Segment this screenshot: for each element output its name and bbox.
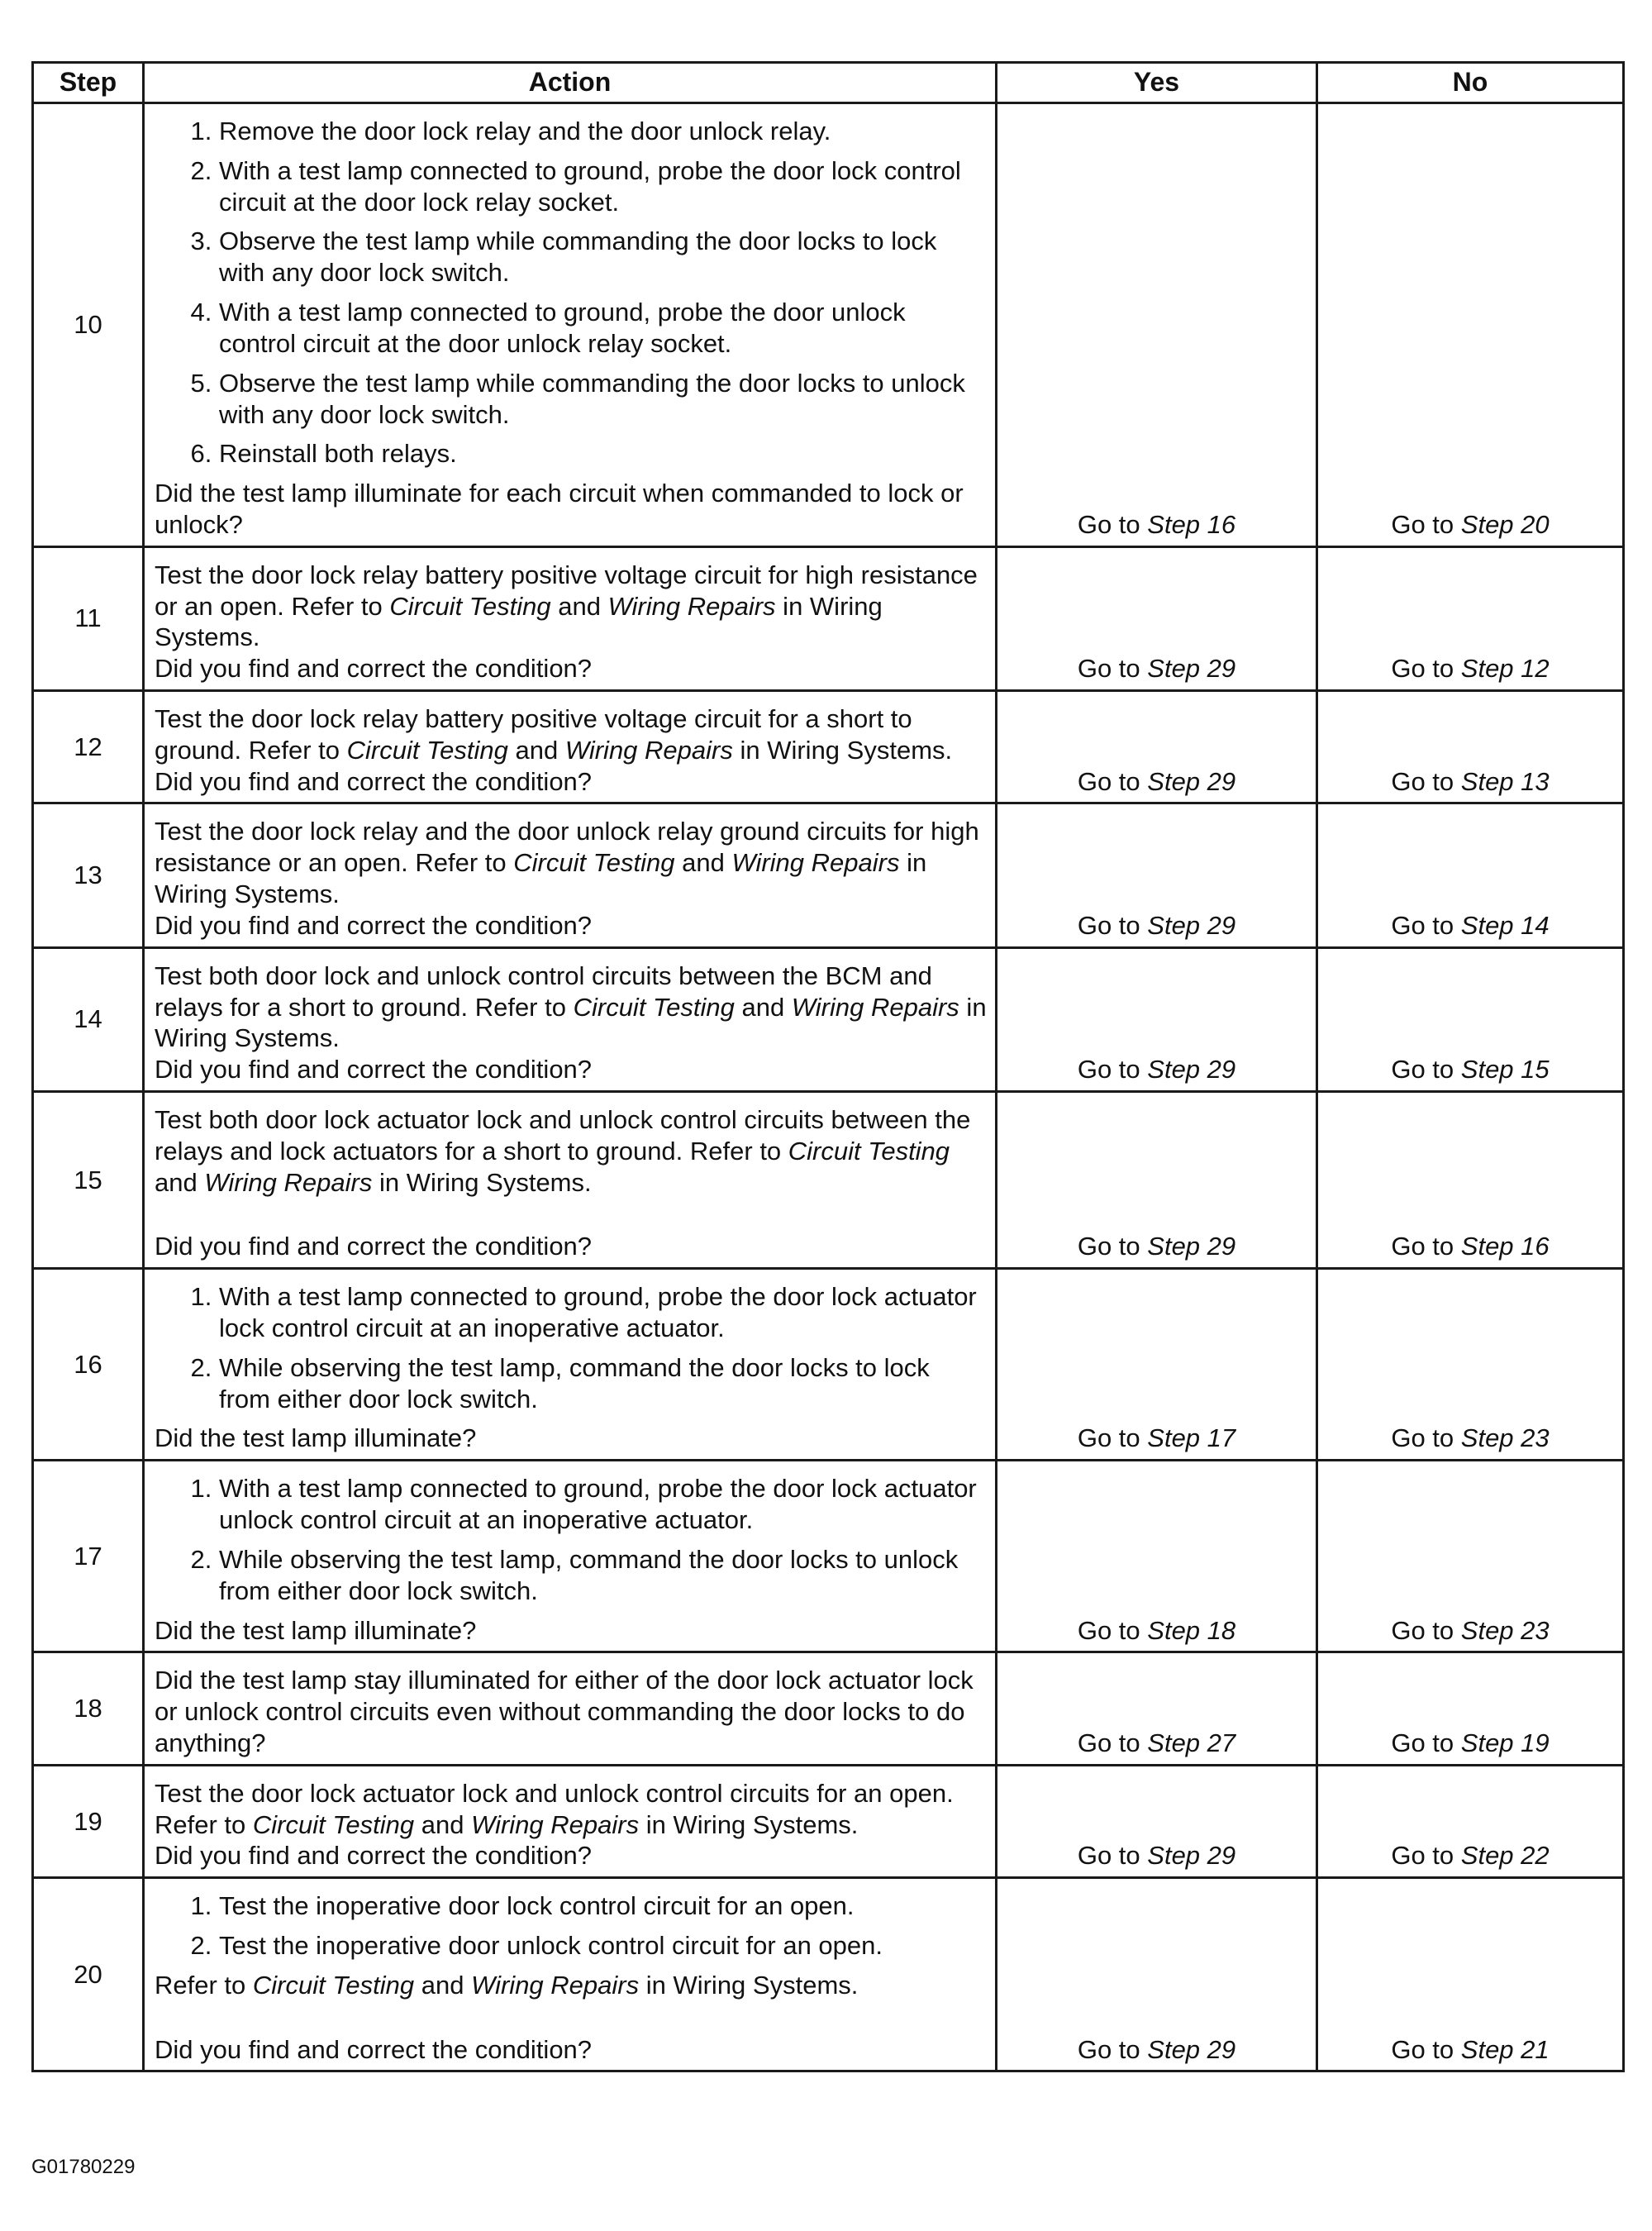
table-row: [33, 691, 1624, 803]
no-step-ref: Step 20: [1460, 509, 1550, 539]
text-segment: in Wiring Systems.: [732, 735, 953, 765]
yes-cell: [997, 1765, 1317, 1877]
action-cell: [144, 947, 997, 1091]
text-segment: Test the door lock relay battery positive voltage circuit for high resistance or an open. Refer to: [155, 560, 978, 621]
yes-prefix: Go to: [1077, 1841, 1140, 1871]
reference-title: Wiring Repairs: [731, 848, 900, 878]
action-question: Did the test lamp illuminate?: [155, 1423, 477, 1453]
step-number: 18: [33, 1652, 144, 1765]
no-cell: [1317, 1269, 1624, 1461]
action-step: 1. Remove the door lock relay and the door unlock relay.: [219, 116, 987, 147]
text-segment: Test both door lock and unlock control circuits between the BCM and relays for a short to ground. Refer to: [155, 961, 932, 1022]
action-instruction: [155, 961, 987, 1054]
text-segment: and: [155, 1167, 205, 1197]
text-segment: in Wiring Systems.: [639, 1809, 859, 1839]
action-step-list: [155, 116, 987, 470]
yes-cell: [997, 1269, 1317, 1461]
action-cell: [144, 691, 997, 803]
no-cell: [1317, 1461, 1624, 1652]
yes-prefix: Go to: [1077, 654, 1140, 684]
action-question: Did the test lamp illuminate?: [155, 1615, 477, 1645]
action-cell: [144, 1765, 997, 1877]
no-step-ref: Step 21: [1460, 2034, 1550, 2064]
figure-id: G01780229: [31, 2156, 136, 2178]
reference-title: Wiring Repairs: [791, 992, 959, 1022]
yes-step-ref: Step 27: [1147, 1728, 1236, 1757]
text-segment: Test the door lock relay and the door unlock relay ground circuits for high resistance or an open. Refer to: [155, 817, 979, 878]
yes-step-ref: Step 29: [1147, 910, 1236, 940]
yes-cell: [997, 1461, 1317, 1652]
action-cell: [144, 1878, 997, 2071]
no-step-ref: Step 16: [1460, 1232, 1550, 1261]
text-segment: Test the door lock relay battery positive voltage circuit for a short to ground. Refer to: [155, 704, 912, 765]
action-cell: [144, 1652, 997, 1765]
no-cell: [1317, 1652, 1624, 1765]
step-number: 10: [33, 103, 144, 547]
step-number: 12: [33, 691, 144, 803]
no-prefix: Go to: [1391, 2034, 1454, 2064]
table-row: [33, 803, 1624, 947]
yes-cell: [997, 1878, 1317, 2071]
header-action: Action: [144, 63, 997, 103]
text-segment: and: [414, 1809, 472, 1839]
action-question: Did you find and correct the condition?: [155, 1841, 593, 1871]
text-segment: in Wiring Systems.: [372, 1167, 592, 1197]
yes-prefix: Go to: [1077, 910, 1140, 940]
no-step-ref: Step 15: [1460, 1055, 1550, 1085]
step-number: 11: [33, 546, 144, 690]
action-instruction: [155, 703, 987, 766]
yes-step-ref: Step 29: [1147, 654, 1236, 684]
text-segment: and: [507, 735, 565, 765]
action-step: 1. With a test lamp connected to ground, probe the door lock actuator unlock control circuit at an inoperative actuator.: [219, 1473, 987, 1536]
no-cell: [1317, 1878, 1624, 2071]
no-cell: [1317, 947, 1624, 1091]
reference-title: Circuit Testing: [573, 992, 735, 1022]
reference-title: Circuit Testing: [389, 591, 551, 621]
action-instruction: [155, 816, 987, 909]
no-cell: [1317, 691, 1624, 803]
yes-step-ref: Step 16: [1147, 509, 1236, 539]
table-row: [33, 1765, 1624, 1877]
no-prefix: Go to: [1391, 1841, 1454, 1871]
text-segment: in Wiring Systems.: [639, 1970, 859, 2000]
yes-prefix: Go to: [1077, 1232, 1140, 1261]
action-cell: [144, 1461, 997, 1652]
step-number: 20: [33, 1878, 144, 2071]
no-step-ref: Step 23: [1460, 1423, 1550, 1453]
reference-title: Wiring Repairs: [471, 1970, 640, 2000]
action-cell: [144, 1091, 997, 1268]
action-step: 6. Reinstall both relays.: [219, 438, 987, 470]
yes-cell: [997, 103, 1317, 547]
no-step-ref: Step 14: [1460, 910, 1550, 940]
no-prefix: Go to: [1391, 1055, 1454, 1085]
no-step-ref: Step 23: [1460, 1615, 1550, 1645]
action-step: 1. With a test lamp connected to ground, probe the door lock actuator lock control circuit at an inoperative actuator.: [219, 1281, 987, 1344]
yes-step-ref: Step 18: [1147, 1615, 1236, 1645]
yes-prefix: Go to: [1077, 1055, 1140, 1085]
yes-prefix: Go to: [1077, 1423, 1140, 1453]
action-question: Did you find and correct the condition?: [155, 910, 593, 940]
no-cell: [1317, 1091, 1624, 1268]
no-cell: [1317, 1765, 1624, 1877]
action-step-list: [155, 1281, 987, 1414]
reference-title: Circuit Testing: [513, 848, 675, 878]
diagnostic-page: [31, 61, 1622, 2072]
spacer: [155, 2001, 987, 2034]
yes-step-ref: Step 29: [1147, 1055, 1236, 1085]
text-segment: and: [414, 1970, 472, 2000]
action-cell: [144, 1269, 997, 1461]
action-instruction: [155, 1970, 987, 2001]
action-question: Did you find and correct the condition?: [155, 1232, 593, 1261]
yes-step-ref: Step 17: [1147, 1423, 1236, 1453]
action-question: Did you find and correct the condition?: [155, 1055, 593, 1085]
step-number: 15: [33, 1091, 144, 1268]
no-step-ref: Step 12: [1460, 654, 1550, 684]
text-segment: Test both door lock actuator lock and unlock control circuits between the relays and lock actuators for a short to ground. Refer to: [155, 1104, 971, 1166]
reference-title: Circuit Testing: [252, 1809, 415, 1839]
yes-cell: [997, 546, 1317, 690]
step-number: 14: [33, 947, 144, 1091]
table-row: [33, 1091, 1624, 1268]
text-segment: and: [734, 992, 792, 1022]
reference-title: Wiring Repairs: [564, 735, 733, 765]
action-step: 2. While observing the test lamp, command the door locks to lock from either door lock switch.: [219, 1352, 987, 1415]
reference-title: Circuit Testing: [346, 735, 508, 765]
no-cell: [1317, 546, 1624, 690]
action-cell: [144, 103, 997, 547]
table-row: [33, 1878, 1624, 2071]
table-row: [33, 1461, 1624, 1652]
header-step: Step: [33, 63, 144, 103]
step-number: 13: [33, 803, 144, 947]
text-segment: and: [550, 591, 608, 621]
table-row: [33, 546, 1624, 690]
yes-prefix: Go to: [1077, 766, 1140, 796]
no-step-ref: Step 22: [1460, 1841, 1550, 1871]
header-yes: Yes: [997, 63, 1317, 103]
action-step: 2. Test the inoperative door unlock control circuit for an open.: [219, 1930, 987, 1962]
yes-prefix: Go to: [1077, 1615, 1140, 1645]
action-cell: [144, 546, 997, 690]
reference-title: Wiring Repairs: [471, 1809, 640, 1839]
action-step: 2. While observing the test lamp, command the door locks to unlock from either door lock switch.: [219, 1544, 987, 1607]
action-step-list: [155, 1473, 987, 1606]
table-row: [33, 1652, 1624, 1765]
no-cell: [1317, 103, 1624, 547]
table-row: [33, 1269, 1624, 1461]
yes-step-ref: Step 29: [1147, 766, 1236, 796]
yes-step-ref: Step 29: [1147, 1232, 1236, 1261]
action-instruction: [155, 1778, 987, 1841]
yes-step-ref: Step 29: [1147, 2034, 1236, 2064]
reference-title: Wiring Repairs: [607, 591, 776, 621]
action-step: 2. With a test lamp connected to ground, probe the door lock control circuit at the door lock relay socket.: [219, 155, 987, 218]
action-question: Did you find and correct the condition?: [155, 654, 593, 684]
step-number: 17: [33, 1461, 144, 1652]
text-segment: Refer to: [155, 1970, 253, 2000]
step-number: 16: [33, 1269, 144, 1461]
action-question: Did the test lamp stay illuminated for either of the door lock actuator lock or unlock control circuits even without commanding the door locks to do anything?: [155, 1666, 974, 1757]
diagnostic-table: [31, 61, 1625, 2072]
yes-step-ref: Step 29: [1147, 1841, 1236, 1871]
table-header: [33, 63, 1624, 103]
reference-title: Wiring Repairs: [204, 1167, 373, 1197]
yes-cell: [997, 1652, 1317, 1765]
yes-cell: [997, 803, 1317, 947]
no-prefix: Go to: [1391, 509, 1454, 539]
no-prefix: Go to: [1391, 654, 1454, 684]
action-question: Did you find and correct the condition?: [155, 766, 593, 796]
step-number: 19: [33, 1765, 144, 1877]
no-prefix: Go to: [1391, 1232, 1454, 1261]
action-step: 5. Observe the test lamp while commanding the door locks to unlock with any door lock switch.: [219, 368, 987, 431]
no-prefix: Go to: [1391, 766, 1454, 796]
reference-title: Circuit Testing: [788, 1136, 950, 1166]
no-cell: [1317, 803, 1624, 947]
yes-cell: [997, 947, 1317, 1091]
action-instruction: [155, 1104, 987, 1198]
spacer: [155, 1198, 987, 1231]
header-no: No: [1317, 63, 1624, 103]
text-segment: in Wiring Systems.: [155, 848, 927, 909]
yes-cell: [997, 1091, 1317, 1268]
text-segment: in Wiring Systems.: [155, 992, 987, 1053]
yes-prefix: Go to: [1077, 509, 1140, 539]
action-step: 1. Test the inoperative door lock control circuit for an open.: [219, 1890, 987, 1922]
text-segment: Test the door lock actuator lock and unlock control circuits for an open. Refer to: [155, 1778, 954, 1839]
action-step: 4. With a test lamp connected to ground, probe the door unlock control circuit at the door unlock relay socket.: [219, 297, 987, 360]
no-prefix: Go to: [1391, 910, 1454, 940]
table-row: [33, 947, 1624, 1091]
action-question: Did you find and correct the condition?: [155, 2034, 593, 2064]
action-question: Did the test lamp illuminate for each circuit when commanded to lock or unlock?: [155, 479, 964, 539]
action-instruction: [155, 560, 987, 653]
yes-prefix: Go to: [1077, 1728, 1140, 1757]
no-prefix: Go to: [1391, 1423, 1454, 1453]
no-step-ref: Step 19: [1460, 1728, 1550, 1757]
action-cell: [144, 803, 997, 947]
text-segment: and: [674, 848, 732, 878]
no-prefix: Go to: [1391, 1615, 1454, 1645]
no-prefix: Go to: [1391, 1728, 1454, 1757]
action-step: 3. Observe the test lamp while commanding the door locks to lock with any door lock switch.: [219, 226, 987, 288]
reference-title: Circuit Testing: [252, 1970, 415, 2000]
no-step-ref: Step 13: [1460, 766, 1550, 796]
text-segment: in Wiring Systems.: [155, 591, 883, 652]
yes-prefix: Go to: [1077, 2034, 1140, 2064]
table-body: [33, 103, 1624, 2071]
table-row: [33, 103, 1624, 547]
action-step-list: [155, 1890, 987, 1962]
yes-cell: [997, 691, 1317, 803]
